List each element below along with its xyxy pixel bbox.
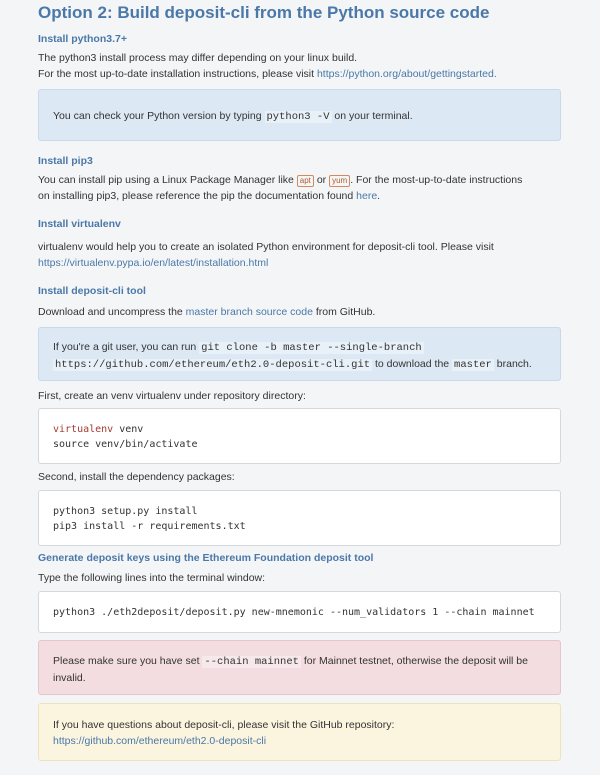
- download-suffix: from GitHub.: [312, 306, 376, 318]
- heading-generate-keys: Generate deposit keys using the Ethereum Foundation deposit tool: [38, 552, 374, 564]
- pip-line-1: [38, 172, 563, 188]
- pip-line-2: [38, 188, 563, 204]
- warning-line-2: invalid.: [53, 672, 86, 684]
- venv-code-block[interactable]: [38, 408, 561, 464]
- pip-docs-link[interactable]: here: [356, 190, 378, 202]
- github-repo-link[interactable]: https://github.com/ethereum/eth2.0-deposit-cli: [53, 735, 267, 747]
- git-master-code: master: [454, 359, 492, 371]
- git-note: [38, 327, 561, 381]
- git-prefix: If you're a git user, you can run: [53, 341, 200, 353]
- code-install-line-2: pip3 install -r requirements.txt: [53, 521, 246, 532]
- note-code: python3 -V: [266, 111, 330, 123]
- git-mid: to download the: [372, 358, 453, 370]
- pip-text-2: . For the most-up-to-date instructions: [350, 174, 523, 186]
- python-version-note: [38, 89, 561, 141]
- pip-text-1: You can install pip using a Linux Package Manager like: [38, 174, 297, 186]
- mainnet-warning: [38, 640, 561, 695]
- second-step-text: Second, install the dependency packages:: [38, 471, 235, 483]
- pip-or: or: [313, 174, 330, 186]
- heading-install-python: Install python3.7+: [38, 33, 127, 45]
- git-note-line-2: [53, 356, 546, 373]
- git-clone-code: git clone -b master --single-branch: [201, 342, 422, 354]
- pip-text-3: on installing pip3, please reference the pip the documentation found: [38, 190, 357, 202]
- git-note-line-1: [53, 339, 546, 356]
- python-text-2: [38, 66, 497, 82]
- note-prefix: You can check your Python version by typing: [53, 110, 265, 122]
- download-prefix: Download and uncompress the: [38, 306, 186, 318]
- deposit-command: python3 ./eth2deposit/deposit.py new-mnemonic --num_validators 1 --chain mainnet: [53, 607, 535, 618]
- git-url-code: https://github.com/ethereum/eth2.0-deposit-cli.git: [55, 359, 371, 371]
- questions-text: If you have questions about deposit-cli, please visit the GitHub repository:: [53, 719, 395, 731]
- code-line-2: source venv/bin/activate: [53, 439, 198, 450]
- warning-suffix: for Mainnet testnet, otherwise the deposit will be: [300, 655, 528, 667]
- venv-text: virtualenv would help you to create an isolated Python environment for deposit-cli tool. Please visit: [38, 241, 494, 253]
- apt-badge: apt: [297, 175, 314, 187]
- warning-prefix: Please make sure you have set: [53, 655, 203, 667]
- master-branch-link[interactable]: master branch source code: [185, 306, 313, 318]
- deposit-command-block[interactable]: [38, 591, 561, 633]
- code-install-line-1: python3 setup.py install: [53, 506, 198, 517]
- download-text: [38, 304, 375, 320]
- warning-line-1: [53, 653, 546, 670]
- code-line-1: [53, 422, 546, 437]
- questions-note: [38, 703, 561, 761]
- pip-text: [38, 172, 563, 204]
- yum-badge: yum: [329, 175, 350, 187]
- code-keyword: virtualenv: [53, 424, 114, 435]
- python-text-1: The python3 install process may differ depending on your linux build.: [38, 52, 358, 64]
- heading-install-pip: Install pip3: [38, 155, 93, 167]
- pip-dot: .: [377, 190, 381, 202]
- python-link[interactable]: https://python.org/about/gettingstarted.: [316, 68, 497, 80]
- git-suffix: branch.: [493, 358, 532, 370]
- install-code-block[interactable]: [38, 490, 561, 546]
- python-text-2-prefix: For the most up-to-date installation instructions, please visit: [38, 68, 317, 80]
- code-line-1-rest: venv: [113, 424, 144, 435]
- note-suffix: on your terminal.: [331, 110, 413, 122]
- chain-mainnet-code: --chain mainnet: [204, 656, 299, 668]
- type-lines-text: Type the following lines into the terminal window:: [38, 572, 266, 584]
- virtualenv-link[interactable]: https://virtualenv.pypa.io/en/latest/installation.html: [38, 257, 269, 269]
- heading-install-virtualenv: Install virtualenv: [38, 218, 121, 230]
- first-step-text: First, create an venv virtualenv under repository directory:: [38, 390, 306, 402]
- page-title: Option 2: Build deposit-cli from the Python source code: [38, 3, 490, 22]
- heading-install-deposit-cli: Install deposit-cli tool: [38, 285, 146, 297]
